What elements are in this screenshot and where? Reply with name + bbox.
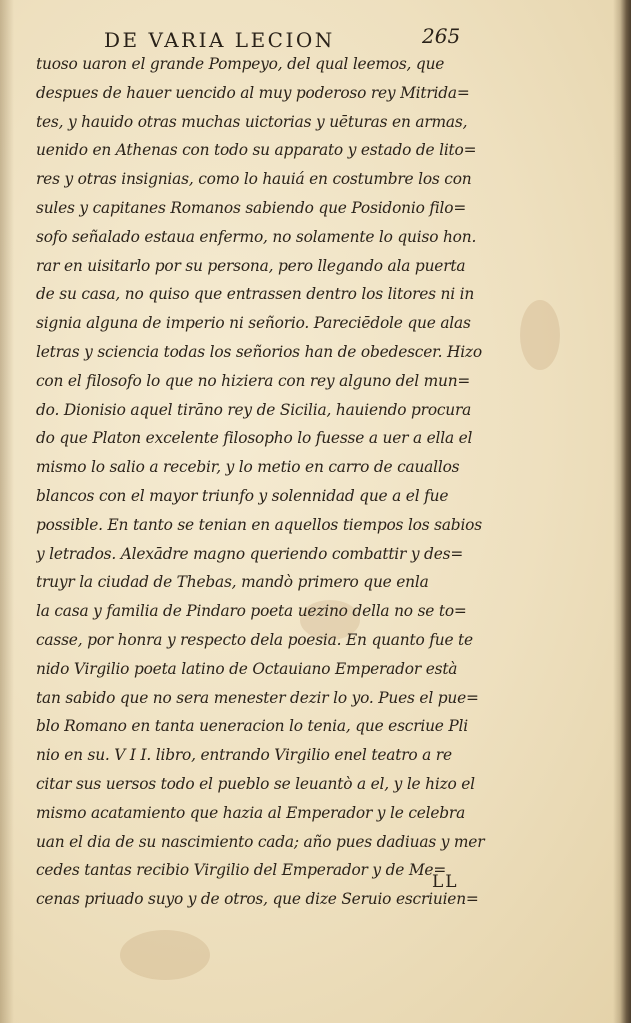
text-line: letras y sciencia todas los señorios han de obedescer. Hizo (36, 342, 482, 361)
text-line: do que Platon excelente filosopho lo fuesse a uer a ella el (36, 429, 473, 448)
text-line: sofo señalado estaua enfermo, no solamente lo quiso hon. (36, 227, 477, 246)
text-line: mismo lo salio a recebir, y lo metio en carro de cauallos (36, 458, 460, 477)
text-line: uenido en Athenas con todo su apparato y estado de lito= (36, 141, 477, 160)
text-line: uan el dia de su nascimiento cada; año pues dadiuas y mer (36, 832, 485, 851)
text-line: cedes tantas recibio Virgilio del Emperador y de Me= (36, 861, 447, 880)
signature-mark: LL (432, 872, 459, 892)
foxing-stain (120, 930, 210, 980)
text-line: mismo acatamiento que hazia al Emperador y le celebra (36, 803, 466, 822)
body-text (36, 50, 526, 914)
text-line: blancos con el mayor triunfo y solennidad que a el fue (36, 486, 449, 505)
text-line: tuoso uaron el grande Pompeyo, del qual leemos, que (36, 55, 445, 73)
text-line: blo Romano en tanta ueneracion lo tenia, que escriue Pli (36, 717, 469, 736)
running-title: DE VARIA LECION (104, 28, 335, 52)
text-line: res y otras insignias, como lo hauiá en costumbre los con (36, 170, 472, 189)
text-line: nido Virgilio poeta latino de Octauiano Emperador està (36, 659, 458, 678)
text-line: signia alguna de imperio ni señorio. Pareciēdole que alas (36, 314, 471, 333)
text-line: con el filosofo lo que no hiziera con rey alguno del mun= (36, 371, 471, 390)
text-line: citar sus uersos todo el pueblo se leuantò a el, y le hizo el (36, 774, 475, 793)
text-line: y letrados. Alexādre magno queriendo combattir y des= (36, 544, 464, 563)
text-line: casse, por honra y respecto dela poesia. En quanto fue te (36, 630, 473, 649)
text-line: tan sabido que no sera menester dezir lo yo. Pues el pue= (36, 688, 479, 707)
text-line: rar en uisitarlo por su persona, pero llegando ala puerta (36, 256, 466, 275)
text-line: tes, y hauido otras muchas uictorias y uēturas en armas, (36, 112, 468, 131)
page-edge-shadow (613, 0, 631, 1023)
text-line: possible. En tanto se tenian en aquellos tiempos los sabios (36, 515, 482, 534)
page-number: 265 (422, 24, 461, 48)
text-line: cenas priuado suyo y de otros, que dize Seruio escriuien= (36, 890, 479, 909)
text-line: do. Dionisio aquel tirāno rey de Sicilia, hauiendo procura (36, 400, 472, 419)
text-line: sules y capitanes Romanos sabiendo que Posidonio filo= (36, 198, 467, 217)
text-line: nio en su. V I I. libro, entrando Virgilio enel teatro a re (36, 746, 452, 765)
foxing-stain (520, 300, 560, 370)
text-line: despues de hauer uencido al muy poderoso rey Mitrida= (36, 83, 470, 102)
text-line: de su casa, no quiso que entrassen dentro los litores ni in (36, 285, 475, 304)
text-line: la casa y familia de Pindaro poeta uezino della no se to= (36, 602, 467, 621)
text-line: truyr la ciudad de Thebas, mandò primero que enla (36, 573, 429, 592)
page-gutter-shadow (0, 0, 14, 1023)
